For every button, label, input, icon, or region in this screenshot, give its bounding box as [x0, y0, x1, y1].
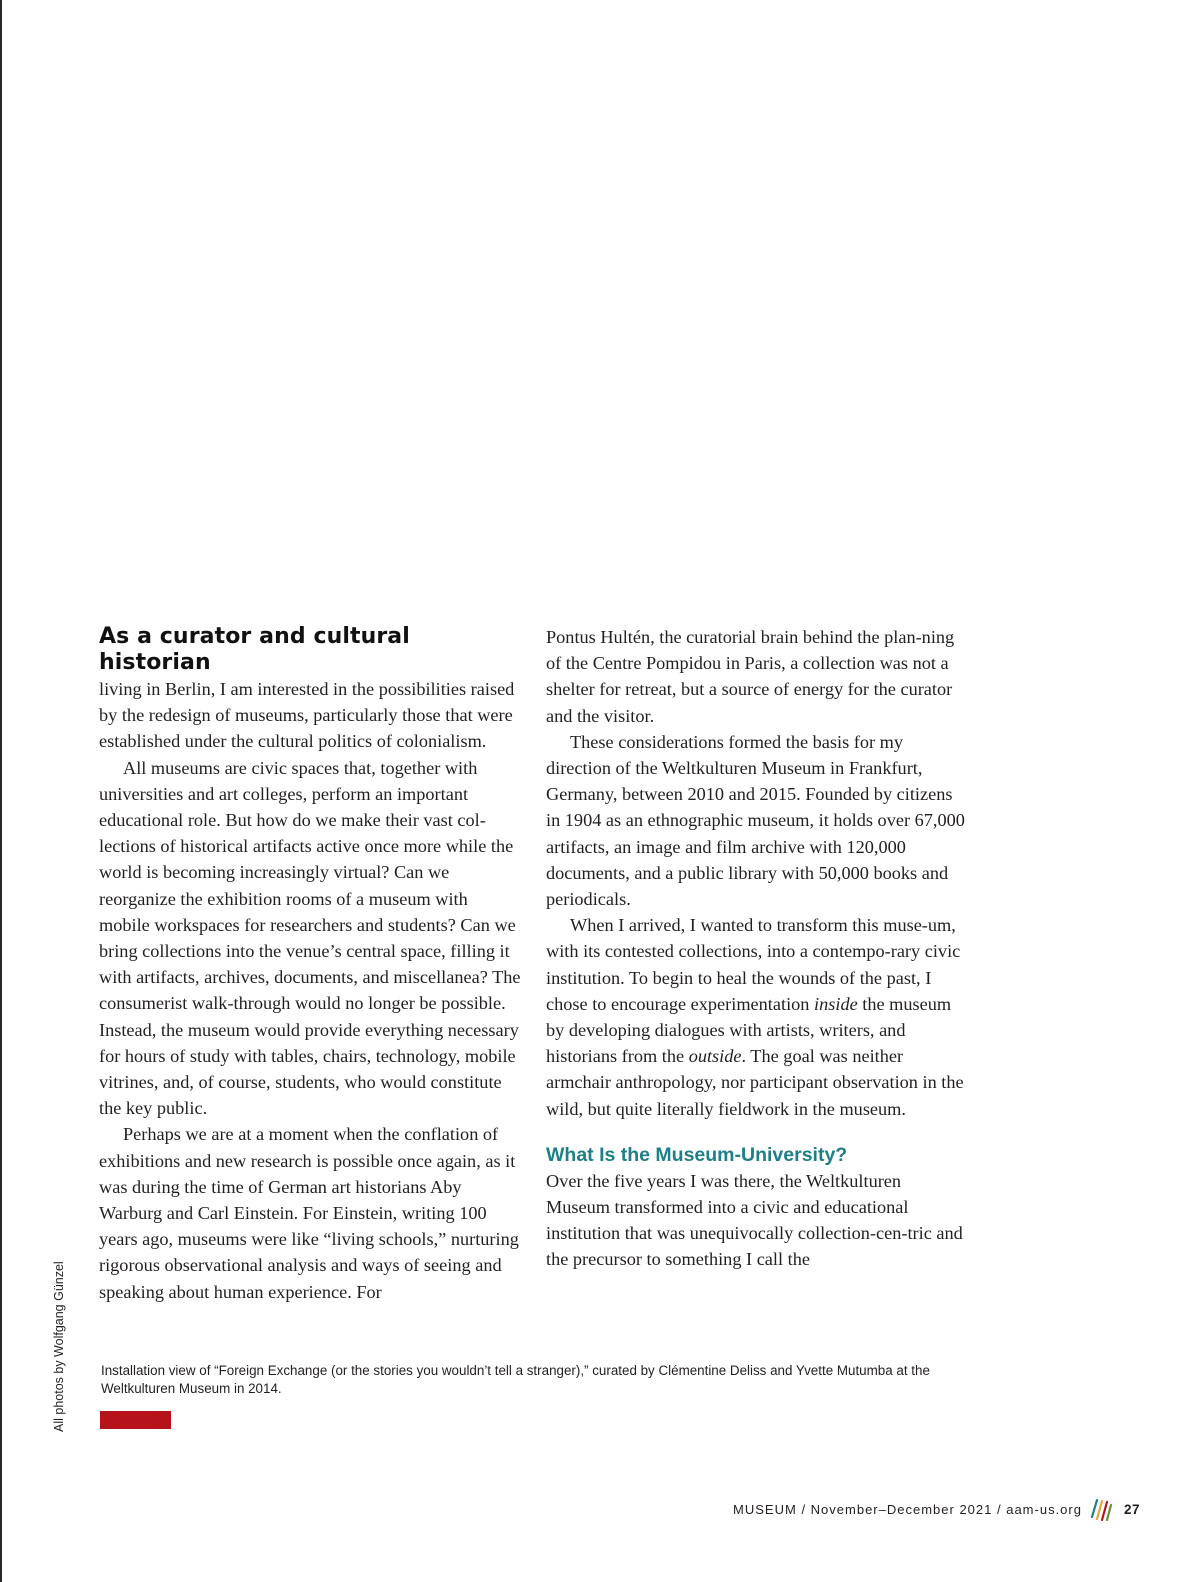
section-subhead: What Is the Museum-University? [546, 1143, 848, 1166]
page-number: 27 [1123, 1501, 1140, 1517]
footer-publication: MUSEUM [733, 1501, 797, 1517]
body-paragraph: Perhaps we are at a moment when the conflation of exhibitions and new research is possible once again, as it was during the time of German art historians Aby Warburg and Carl Einstein. For Einstein, writing 100 years ago, museums were like “living schools,” nurturing rigorous observational analysis and ways of seeing and speaking about human experience. For [99, 1124, 519, 1302]
footer-publication-line: MUSEUM / November–December 2021 / aam-us.org [733, 1501, 1082, 1517]
footer-website: aam-us.org [1006, 1501, 1082, 1517]
body-paragraph: Over the five years I was there, the Weltkulturen Museum transformed into a civic and educational institution that was unequivocally collection-cen-tric and the precursor to something I call the [546, 1170, 963, 1270]
accent-bar [100, 1411, 171, 1429]
article-column-right [546, 624, 966, 1273]
article-column-left [99, 624, 521, 1305]
italic-word: outside [688, 1046, 742, 1067]
aam-stripes-logo-icon [1088, 1496, 1114, 1522]
page-footer [733, 1496, 1140, 1522]
italic-word: inside [814, 993, 858, 1014]
photo-credit: All photos by Wolfgang Günzel [52, 1261, 66, 1432]
photo-caption: Installation view of “Foreign Exchange (or the stories you wouldn’t tell a stranger),” curated by Clémentine Deliss and Yvette Mutumba at the Weltkulturen Museum in 2014. [101, 1363, 930, 1396]
body-paragraph: All museums are civic spaces that, together with universities and art colleges, perform an important educational role. But how do we make their vast col-lections of historical artifacts active once more while the world is becoming increasingly virtual? Can we reorganize the exhibition rooms of a museum with mobile workspaces for researchers and students? Can we bring collections into the venue’s central space, filling it with artifacts, archives, documents, and miscellanea? The consumerist walk-through would no longer be possible. Instead, the museum would provide everything necessary for hours of study with tables, chairs, technology, mobile vitrines, and, of course, students, who would constitute the key public. [99, 757, 521, 1119]
paragraph-text: When I arrived, I wanted to transform this muse-um, with its contested collections, into a contempo-rary civic institution. To begin to heal the wounds of the past, I chose to encourage experimentation [546, 915, 961, 1014]
paragraph-text: . The goal was neither armchair anthropology, nor participant observation in the wild, but quite literally fieldwork in the museum. [546, 1046, 964, 1119]
footer-issue: November–December 2021 [810, 1501, 993, 1517]
body-paragraph: Pontus Hultén, the curatorial brain behind the plan-ning of the Centre Pompidou in Paris, a collection was not a shelter for retreat, but a source of energy for the curator and the visitor. [546, 627, 955, 726]
body-paragraph: These considerations formed the basis for my direction of the Weltkulturen Museum in Frankfurt, Germany, between 2010 and 2015. Founded by citizens in 1904 as an ethnographic museum, it holds over 67,000 artifacts, an image and film archive with 120,000 documents, and a public library with 50,000 books and periodicals. [546, 731, 965, 910]
page-edge-rule [0, 0, 2, 1582]
lead-paragraph-text: living in Berlin, I am interested in the possibilities raised by the redesign of museums, particularly those that were established under the cultural politics of colonialism. [99, 679, 515, 752]
paragraph-text: the museum by developing dialogues with artists, writers, and historians from the [546, 993, 952, 1067]
body-paragraph [546, 912, 966, 1122]
lead-in-heading: As a curator and cultural historian [99, 624, 410, 675]
lead-paragraph [99, 624, 521, 755]
